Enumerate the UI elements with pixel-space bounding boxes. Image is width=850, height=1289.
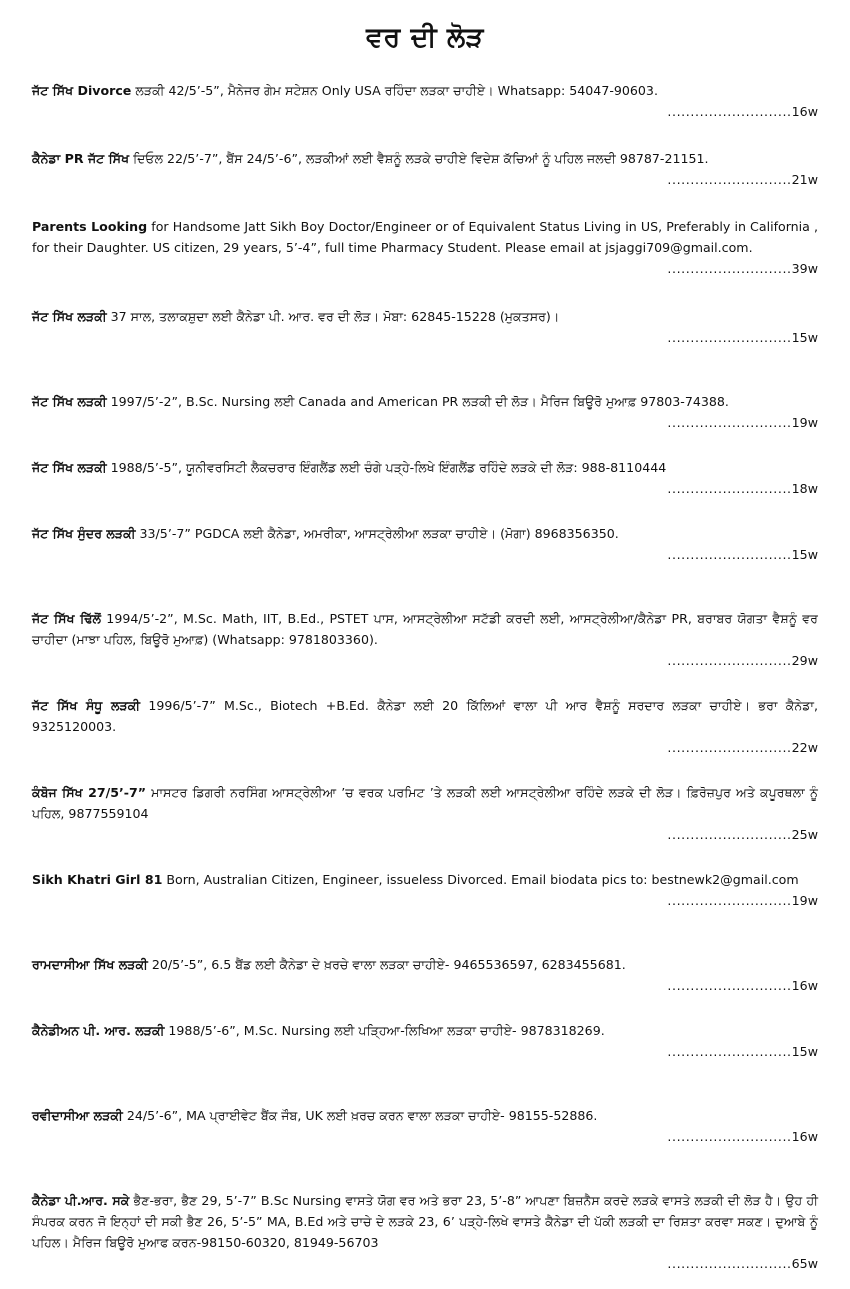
classified-ad (32, 1105, 818, 1147)
ad-text: 1996/5’-7” M.Sc., Biotech +B.Ed. ਕੈਨੇਡਾ ਲਈ 20 ਕਿੱਲਿਆਂ ਵਾਲਾ ਪੀ ਆਰ ਵੈਸ਼ਨੂੰ ਸਰਦਾਰ ਲੜਕਾ ਚਾਹੀਏ। ਭਰਾ ਕੈਨੇਡਾ, 9325120003. (32, 698, 818, 734)
ad-code: 19w (791, 893, 818, 908)
ad-text: 24/5’-6”, MA ਪ੍ਰਾਈਵੇਟ ਬੈਂਕ ਜੌਬ, UK ਲਈ ਖ਼ਰਚ ਕਰਨ ਵਾਲਾ ਲੜਕਾ ਚਾਹੀਏ- 98155-52886. (122, 1108, 598, 1123)
ad-leader-dots: ........................... (667, 481, 792, 496)
ad-code: 15w (791, 1044, 818, 1059)
ad-word-count (32, 1253, 818, 1274)
ad-leader-dots: ........................... (667, 740, 792, 755)
ad-text: 1988/5’-5”, ਯੂਨੀਵਰਸਿਟੀ ਲੈਕਚਰਾਰ ਇੰਗਲੈਂਡ ਲਈ ਚੰਗੇ ਪੜ੍ਹੇ-ਲਿਖੇ ਇੰਗਲੈਂਡ ਰਹਿੰਦੇ ਲੜਕੇ ਦੀ ਲੋੜ: 988-8110444 (106, 460, 667, 475)
classified-ad (32, 869, 818, 911)
ad-word-count (32, 824, 818, 845)
ad-word-count (32, 1041, 818, 1062)
classified-ad (32, 457, 818, 499)
page-title: ਵਰ ਦੀ ਲੋੜ (366, 22, 484, 53)
ad-lead: ਜੱਟ ਸਿੱਖ Divorce (32, 83, 132, 98)
ad-leader-dots: ........................... (667, 104, 792, 119)
ad-code: 65w (791, 1256, 818, 1271)
classified-ad (32, 216, 818, 279)
ad-code: 39w (791, 261, 818, 276)
classified-ad (32, 148, 818, 190)
ad-lead: ਕੰਬੋਜ ਸਿੱਖ 27/5’-7” (32, 785, 147, 800)
classified-ad (32, 695, 818, 758)
ad-lead: ਜੱਟ ਸਿੱਖ ਲੜਕੀ (32, 309, 107, 324)
ad-word-count (32, 890, 818, 911)
classified-ad (32, 954, 818, 996)
ad-lead: ਰਵੀਦਾਸੀਆ ਲੜਕੀ (32, 1108, 123, 1123)
ad-leader-dots: ........................... (667, 547, 792, 562)
ad-lead: ਕੈਨੇਡਾ ਪੀ.ਆਰ. ਸਕੇ (32, 1193, 130, 1208)
ads-list (32, 80, 818, 1274)
ad-word-count (32, 737, 818, 758)
ad-code: 15w (791, 547, 818, 562)
ad-leader-dots: ........................... (667, 415, 792, 430)
ad-lead: ਜੱਟ ਸਿੱਖ ਲੜਕੀ (32, 394, 107, 409)
ad-word-count (32, 975, 818, 996)
ad-text: 20/5’-5”, 6.5 ਬੈਂਡ ਲਈ ਕੈਨੇਡਾ ਦੇ ਖ਼ਰਚੇ ਵਾਲਾ ਲੜਕਾ ਚਾਹੀਏ- 9465536597, 6283455681. (147, 957, 626, 972)
ad-leader-dots: ........................... (667, 330, 792, 345)
classified-ad (32, 1020, 818, 1062)
ad-leader-dots: ........................... (667, 1044, 792, 1059)
ad-text: Born, Australian Citizen, Engineer, issueless Divorced. Email biodata pics to: bestnewk2@gmail.com (162, 872, 799, 887)
ad-code: 15w (791, 330, 818, 345)
ad-word-count (32, 412, 818, 433)
ad-code: 25w (791, 827, 818, 842)
ad-word-count (32, 327, 818, 348)
ad-leader-dots: ........................... (667, 978, 792, 993)
ad-leader-dots: ........................... (667, 893, 792, 908)
ad-word-count (32, 650, 818, 671)
ad-lead: Sikh Khatri Girl 81 (32, 872, 163, 887)
ad-text: 1994/5’-2”, M.Sc. Math, IIT, B.Ed., PSTET ਪਾਸ, ਆਸਟ੍ਰੇਲੀਆ ਸਟੱਡੀ ਕਰਦੀ ਲਈ, ਆਸਟ੍ਰੇਲੀਆ/ਕੈਨੇਡਾ PR, ਬਰਾਬਰ ਯੋਗਤਾ ਵੈਸ਼ਨੂੰ ਵਰ ਚਾਹੀਦਾ (ਮਾਝਾ ਪਹਿਲ, ਬਿਊਰੋ ਮੁਆਫ਼) (Whatsapp: 9781803360). (32, 611, 818, 647)
classified-ad (32, 523, 818, 565)
ad-text: ਮਾਸਟਰ ਡਿਗਰੀ ਨਰਸਿੰਗ ਆਸਟ੍ਰੇਲੀਆ ’ਚ ਵਰਕ ਪਰਮਿਟ ’ਤੇ ਲੜਕੀ ਲਈ ਆਸਟ੍ਰੇਲੀਆ ਰਹਿੰਦੇ ਲੜਕੇ ਦੀ ਲੋੜ। ਫ਼ਿਰੋਜ਼ਪੁਰ ਅਤੇ ਕਪੂਰਥਲਾ ਨੂੰ ਪਹਿਲ, 9877559104 (32, 785, 818, 821)
ad-leader-dots: ........................... (667, 1129, 792, 1144)
ad-leader-dots: ........................... (667, 653, 792, 668)
classified-ad (32, 80, 818, 122)
ad-text: ਦਿਓਲ 22/5’-7”, ਬੈਂਸ 24/5’-6”, ਲੜਕੀਆਂ ਲਈ ਵੈਸ਼ਨੂੰ ਲੜਕੇ ਚਾਹੀਏ ਵਿਦੇਸ਼ ਕੱਚਿਆਂ ਨੂੰ ਪਹਿਲ ਜਲਦੀ 98787-21151. (129, 151, 709, 166)
ad-lead: ਜੱਟ ਸਿੱਖ ਲੜਕੀ (32, 460, 107, 475)
ad-text: 1997/5’-2”, B.Sc. Nursing ਲਈ Canada and American PR ਲੜਕੀ ਦੀ ਲੋੜ। ਮੈਰਿਜ ਬਿਊਰੋ ਮੁਆਫ਼ 97803-74388. (106, 394, 729, 409)
ad-code: 16w (791, 104, 818, 119)
ad-text: ਲੜਕੀ 42/5’-5”, ਮੈਨੇਜਰ ਗੇਮ ਸਟੇਸ਼ਨ Only USA ਰਹਿੰਦਾ ਲੜਕਾ ਚਾਹੀਏ। Whatsapp: 54047-90603. (131, 83, 658, 98)
ad-lead: ਕੈਨੇਡੀਅਨ ਪੀ. ਆਰ. ਲੜਕੀ (32, 1023, 165, 1038)
ad-code: 21w (791, 172, 818, 187)
ad-code: 18w (791, 481, 818, 496)
ad-text: for Handsome Jatt Sikh Boy Doctor/Engineer or of Equivalent Status Living in US, Preferably in California , for their Daughter. US citizen, 29 years, 5’-4”, full time Pharmacy Student. Please email at jsjaggi709@gmail.com. (32, 219, 819, 255)
ad-text: 33/5’-7” PGDCA ਲਈ ਕੈਨੇਡਾ, ਅਮਰੀਕਾ, ਆਸਟ੍ਰੇਲੀਆ ਲੜਕਾ ਚਾਹੀਏ। (ਮੋਗਾ) 8968356350. (135, 526, 619, 541)
ad-code: 22w (791, 740, 818, 755)
ad-lead: ਜੱਟ ਸਿੱਖ ਸੰਧੂ ਲੜਕੀ (32, 698, 141, 713)
ad-text: 37 ਸਾਲ, ਤਲਾਕਸ਼ੁਦਾ ਲਈ ਕੈਨੇਡਾ ਪੀ. ਆਰ. ਵਰ ਦੀ ਲੋੜ। ਮੋਬਾ: 62845-15228 (ਮੁਕਤਸਰ)। (106, 309, 560, 324)
classified-ad (32, 782, 818, 845)
classified-ad (32, 1190, 818, 1274)
ad-lead: ਜੱਟ ਸਿੱਖ ਸੁੰਦਰ ਲੜਕੀ (32, 526, 136, 541)
ad-word-count (32, 1126, 818, 1147)
ad-word-count (32, 169, 818, 190)
ad-text: 1988/5’-6”, M.Sc. Nursing ਲਈ ਪੜ੍ਹਿਆ-ਲਿਖਿਆ ਲੜਕਾ ਚਾਹੀਏ- 9878318269. (164, 1023, 605, 1038)
ad-text: ਭੈਣ-ਭਰਾ, ਭੈਣ 29, 5’-7” B.Sc Nursing ਵਾਸਤੇ ਯੋਗ ਵਰ ਅਤੇ ਭਰਾ 23, 5’-8” ਆਪਣਾ ਬਿਜ਼ਨੈਸ ਕਰਦੇ ਲੜਕੇ ਵਾਸਤੇ ਲੜਕੀ ਦੀ ਲੋੜ ਹੈ। ਉਹ ਹੀ ਸੰਪਰਕ ਕਰਨ ਜੋ ਇਨ੍ਹਾਂ ਦੀ ਸਕੀ ਭੈਣ 26, 5’-5” MA, B.Ed ਅਤੇ ਚਾਚੇ ਦੇ ਲੜਕੇ 23, 6’ ਪੜ੍ਹੇ-ਲਿਖੇ ਵਾਸਤੇ ਕੈਨੇਡਾ ਦੀ ਪੱਕੀ ਲੜਕੀ ਦਾ ਰਿਸ਼ਤਾ ਕਰਵਾ ਸਕਣ। ਦੁਆਬੇ ਨੂੰ ਪਹਿਲ। ਮੈਰਿਜ ਬਿਊਰੋ ਮੁਆਫ ਕਰਨ-98150-60320, 81949-56703 (32, 1193, 818, 1250)
ad-word-count (32, 101, 818, 122)
ad-leader-dots: ........................... (667, 261, 792, 276)
classified-ad (32, 608, 818, 671)
ad-leader-dots: ........................... (667, 172, 792, 187)
ad-leader-dots: ........................... (667, 827, 792, 842)
ad-word-count (32, 258, 818, 279)
classified-ad (32, 391, 818, 433)
ad-lead: ਜੱਟ ਸਿੱਖ ਢਿੱਲੋਂ (32, 611, 101, 626)
classified-ad (32, 306, 818, 348)
ad-code: 16w (791, 978, 818, 993)
ad-word-count (32, 478, 818, 499)
ad-lead: ਰਾਮਦਾਸੀਆ ਸਿੱਖ ਲੜਕੀ (32, 957, 148, 972)
ad-lead: ਕੈਨੇਡਾ PR ਜੱਟ ਸਿੱਖ (32, 151, 130, 166)
ad-code: 29w (791, 653, 818, 668)
ad-leader-dots: ........................... (667, 1256, 792, 1271)
ad-code: 19w (791, 415, 818, 430)
ad-code: 16w (791, 1129, 818, 1144)
ad-word-count (32, 544, 818, 565)
ad-lead: Parents Looking (32, 219, 148, 234)
